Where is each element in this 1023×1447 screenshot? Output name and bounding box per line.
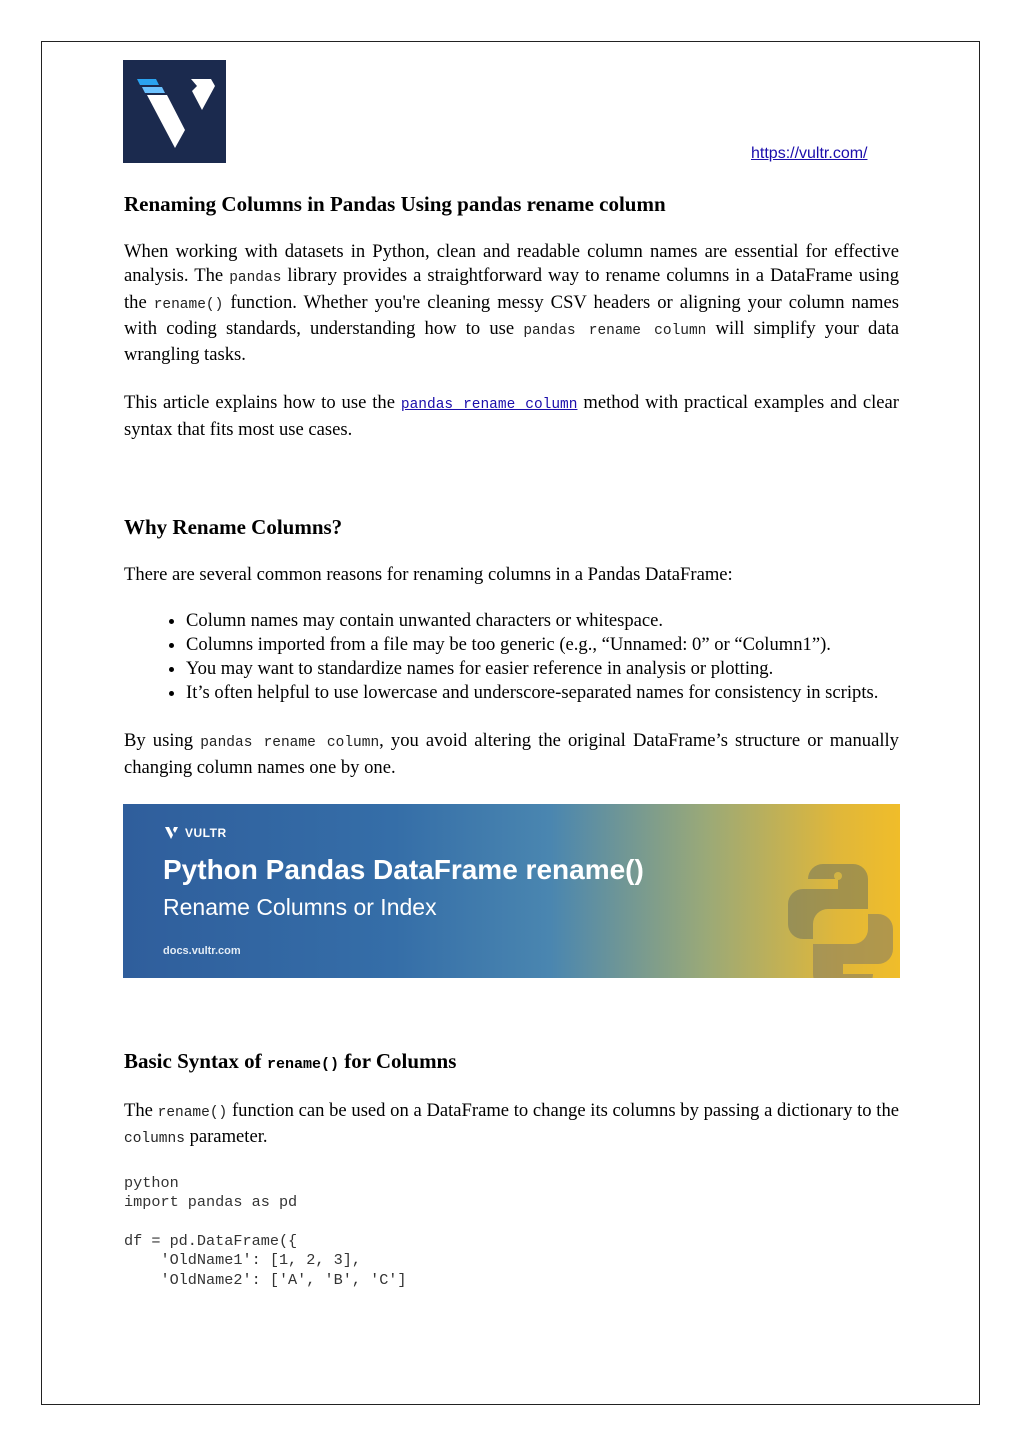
site-url-link[interactable]: https://vultr.com/ bbox=[751, 145, 868, 162]
article-body bbox=[124, 188, 899, 1290]
vultr-logo bbox=[123, 60, 226, 163]
explain-paragraph: This article explains how to use the pandas rename column method with practical examples and clear syntax that fits most use cases. bbox=[124, 392, 899, 440]
why-closing: By using pandas rename column, you avoid altering the original DataFrame’s structure or manually changing column names one by one. bbox=[124, 730, 899, 778]
article-title: Renaming Columns in Pandas Using pandas rename column bbox=[124, 192, 666, 216]
why-lead: There are several common reasons for renaming columns in a Pandas DataFrame: bbox=[124, 564, 733, 586]
inline-code: pandas rename column bbox=[523, 322, 707, 339]
vultr-mark-icon bbox=[165, 827, 179, 839]
article-banner-image bbox=[123, 804, 900, 978]
inline-code: rename() bbox=[153, 296, 224, 313]
syntax-paragraph: The rename() function can be used on a DataFrame to change its columns by passing a dictionary to the columns parameter. bbox=[124, 1099, 899, 1148]
inline-code: pandas rename column bbox=[200, 735, 380, 752]
banner-title: Python Pandas DataFrame rename() bbox=[163, 853, 644, 885]
banner-brand: VULTR bbox=[165, 826, 227, 840]
list-item: • Column names may contain unwanted characters or whitespace. bbox=[186, 609, 899, 633]
banner-subtitle: Rename Columns or Index bbox=[163, 893, 437, 920]
inline-code: rename() bbox=[266, 1055, 339, 1073]
reasons-list bbox=[124, 609, 899, 705]
intro-paragraph: When working with datasets in Python, clean and readable column names are essential for effective analysis. The pandas library provides a straightforward way to rename columns in a DataFrame using the rename() function. Whether you're cleaning messy CSV headers or aligning your column names with coding standards, understanding how to use pandas rename column will simplify your data wrangling tasks. bbox=[124, 241, 899, 366]
list-item: • It’s often helpful to use lowercase and underscore-separated names for consistency in scripts. bbox=[186, 681, 899, 705]
why-heading: Why Rename Columns? bbox=[124, 515, 343, 540]
list-item: • You may want to standardize names for easier reference in analysis or plotting. bbox=[186, 657, 899, 681]
inline-code: columns bbox=[124, 1131, 185, 1148]
banner-url: docs.vultr.com bbox=[163, 944, 241, 957]
inline-code: pandas bbox=[229, 270, 282, 287]
list-item: • Columns imported from a file may be too generic (e.g., “Unnamed: 0” or “Column1”). bbox=[186, 633, 899, 657]
inline-code: rename() bbox=[157, 1104, 228, 1121]
python-logo-icon bbox=[783, 854, 900, 978]
pandas-rename-column-link[interactable]: pandas rename column bbox=[400, 397, 578, 414]
code-block: python import pandas as pd df = pd.DataFrame({ 'OldName1': [1, 2, 3], 'OldName2': ['A', 'B', 'C'] bbox=[124, 1173, 407, 1289]
syntax-heading: Basic Syntax of rename() for Columns bbox=[124, 1048, 457, 1073]
